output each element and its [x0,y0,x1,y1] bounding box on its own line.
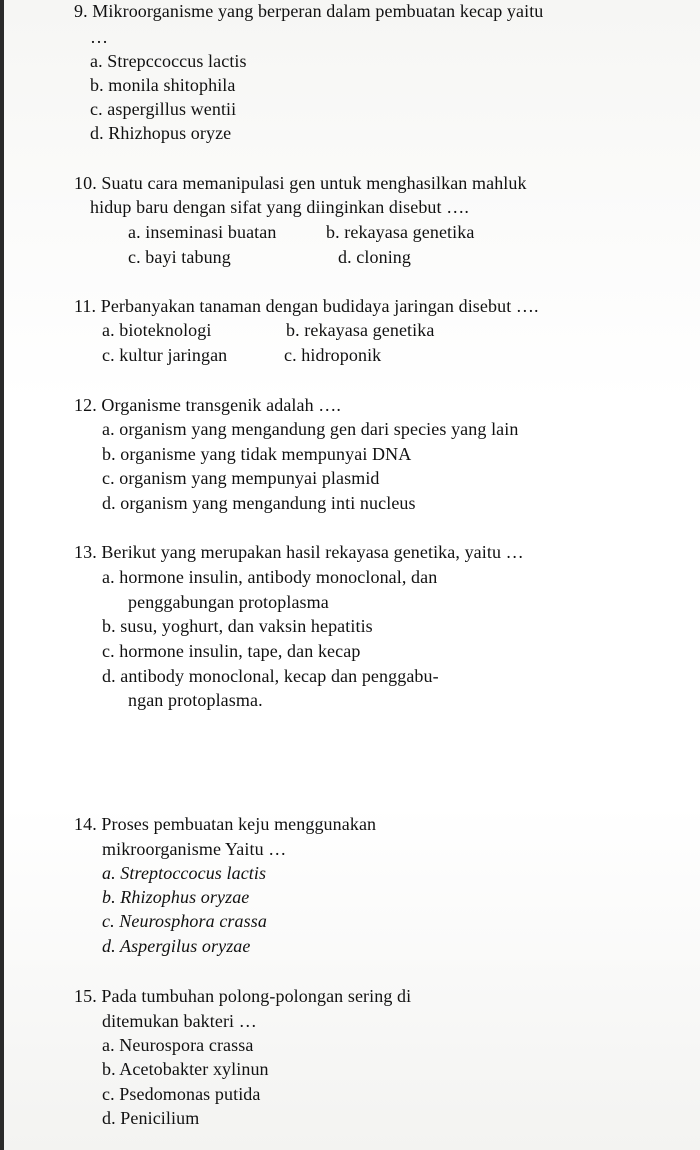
question-10-option-a: a. inseminasi buatan [128,222,277,242]
question-11-option-c: c. kultur jaringan [102,345,228,365]
page-left-edge [0,0,4,1150]
question-9-stem-cont: … [90,27,109,47]
question-12-option-d: d. organism yang mengandung inti nucleus [102,493,416,513]
question-10-option-b: b. rekayasa genetika [326,222,475,242]
question-9-option-a: a. Strepccoccus lactis [90,51,247,71]
question-9-stem: 9. Mikroorganisme yang berperan dalam pembuatan kecap yaitu [74,1,544,21]
question-13-option-d-cont: ngan protoplasma. [128,690,263,710]
question-15-stem-cont: ditemukan bakteri … [102,1011,257,1031]
question-10-option-c: c. bayi tabung [128,247,231,267]
question-9-option-b: b. monila shitophila [90,75,236,95]
question-9-option-d: d. Rhizhopus oryze [90,123,232,143]
question-12-option-a: a. organism yang mengandung gen dari species yang lain [102,419,519,439]
question-11-option-b: b. rekayasa genetika [286,320,435,340]
question-12-stem: 12. Organisme transgenik adalah …. [74,395,342,415]
question-15-option-d: d. Penicilium [102,1108,200,1128]
question-13-option-d: d. antibody monoclonal, kecap dan penggabu- [102,666,439,686]
question-14-option-a: a. Streptoccocus lactis [102,863,267,883]
question-13-option-b: b. susu, yoghurt, dan vaksin hepatitis [102,616,373,636]
question-14-option-b: b. Rhizophus oryzae [102,887,250,907]
question-14-stem: 14. Proses pembuatan keju menggunakan [74,814,377,834]
question-10-option-d: d. cloning [338,247,411,267]
question-10-stem-cont: hidup baru dengan sifat yang diinginkan disebut …. [90,197,469,217]
question-11-option-a: a. bioteknologi [102,320,212,340]
question-15-option-b: b. Acetobakter xylinun [102,1059,269,1079]
question-13-option-a-cont: penggabungan protoplasma [128,592,329,612]
question-15-option-c: c. Psedomonas putida [102,1084,261,1104]
question-12-option-c: c. organism yang mempunyai plasmid [102,468,380,488]
question-13-option-c: c. hormone insulin, tape, dan kecap [102,641,361,661]
question-9-option-c: c. aspergillus wentii [90,99,237,119]
question-13-stem: 13. Berikut yang merupakan hasil rekayasa genetika, yaitu … [74,542,524,562]
question-11-stem: 11. Perbanyakan tanaman dengan budidaya jaringan disebut …. [74,296,539,316]
question-12-option-b: b. organisme yang tidak mempunyai DNA [102,444,412,464]
question-14-stem-cont: mikroorganisme Yaitu … [102,839,287,859]
question-10-stem: 10. Suatu cara memanipulasi gen untuk menghasilkan mahluk [74,173,527,193]
question-13-option-a: a. hormone insulin, antibody monoclonal, dan [102,567,438,587]
question-15-stem: 15. Pada tumbuhan polong-polongan sering di [74,986,412,1006]
question-14-option-d: d. Aspergilus oryzae [102,936,251,956]
question-11-option-d: c. hidroponik [284,345,382,365]
question-14-option-c: c. Neurosphora crassa [102,911,267,931]
question-15-option-a: a. Neurospora crassa [102,1035,254,1055]
